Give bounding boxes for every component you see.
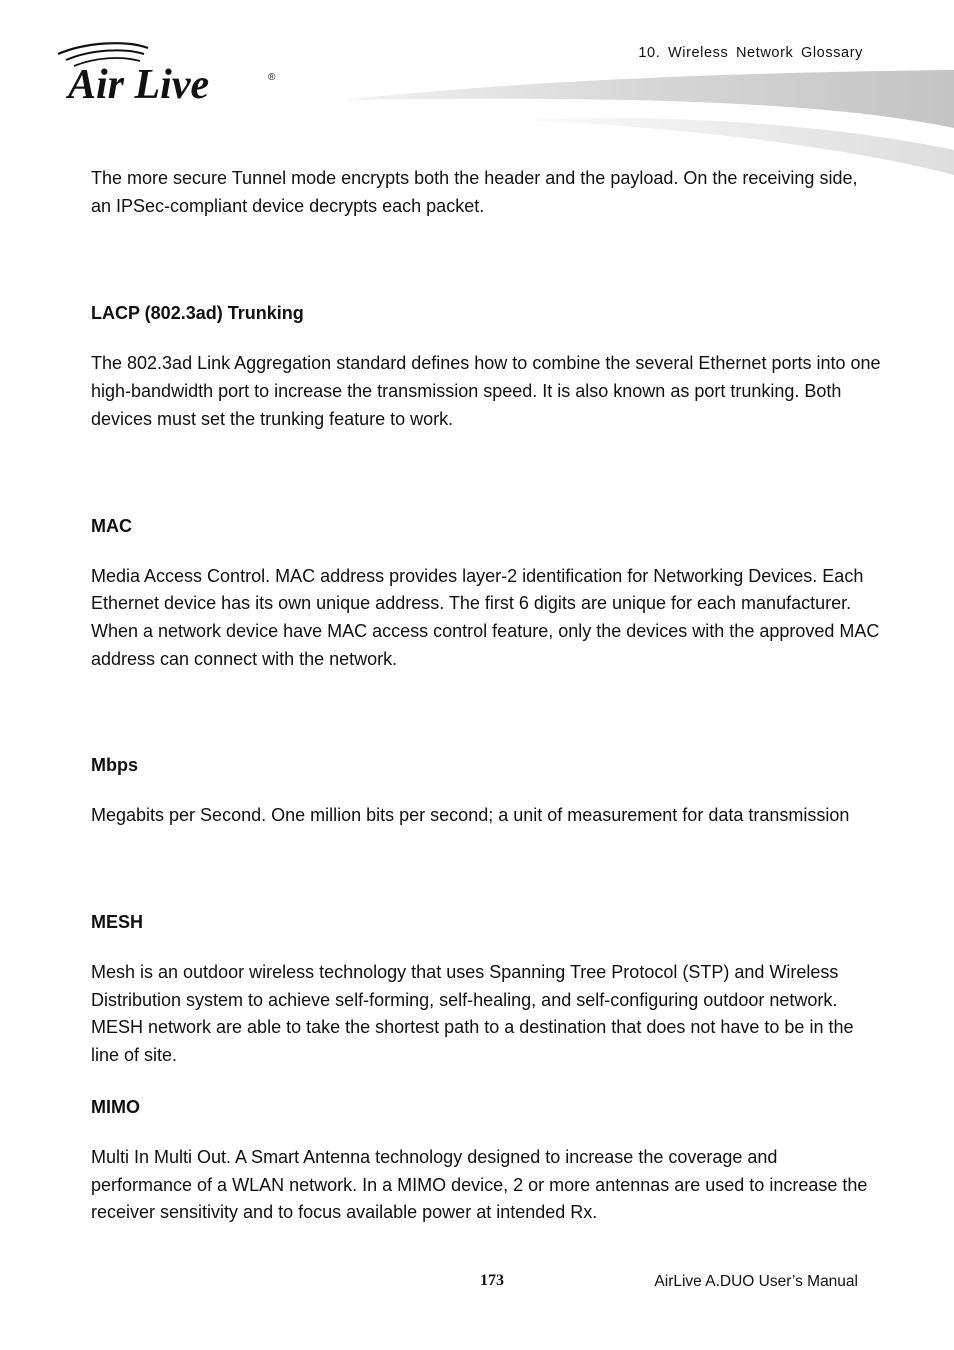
manual-title: AirLive A.DUO User’s Manual [654, 1273, 858, 1290]
glossary-term: MIMO [91, 1096, 140, 1117]
glossary-term: Mbps [91, 755, 138, 776]
airlive-logo [56, 40, 286, 110]
glossary-definition: The 802.3ad Link Aggregation standard defines how to combine the several Ethernet ports into one high-bandwidth port to increase the transmission speed. It is also known as port trunking. Both devices must set the trunking feature to work. [91, 353, 881, 429]
glossary-term: LACP (802.3ad) Trunking [91, 303, 304, 324]
glossary-definition: Mesh is an outdoor wireless technology that uses Spanning Tree Protocol (STP) and Wireless Distribution system to achieve self-forming, self-healing, and self-configuring outdoor network. MESH network are able to take the shortest path to a destination that does not have to be in the line of site. [91, 962, 854, 1066]
svg-text:Air Live: Air Live [68, 62, 210, 108]
page-number: 173 [480, 1272, 504, 1289]
glossary-definition: Multi In Multi Out. A Smart Antenna technology designed to increase the coverage and performance of a WLAN network. In a MIMO device, 2 or more antennas are used to increase the receiver sensitivity and to focus available power at intended Rx. [91, 1146, 868, 1223]
glossary-definition: Media Access Control. MAC address provides layer-2 identification for Networking Devices. Each Ethernet device has its own unique address. The first 6 digits are unique for each manufacturer. When a network device have MAC access control feature, only the devices with the approved MAC address can connect with the network. [91, 565, 880, 669]
page-header [0, 0, 954, 180]
svg-text:®: ® [268, 72, 276, 83]
glossary-term: MAC [91, 515, 132, 536]
glossary-term: MESH [91, 912, 144, 933]
intro-paragraph: The more secure Tunnel mode encrypts both the header and the payload. On the receiving side, an IPSec-compliant device decrypts each packet. [91, 168, 858, 216]
glossary-content [91, 165, 881, 1227]
chapter-title: 10. Wireless Network Glossary [638, 45, 863, 61]
glossary-definition: Megabits per Second. One million bits per second; a unit of measurement for data transmission [91, 805, 850, 826]
